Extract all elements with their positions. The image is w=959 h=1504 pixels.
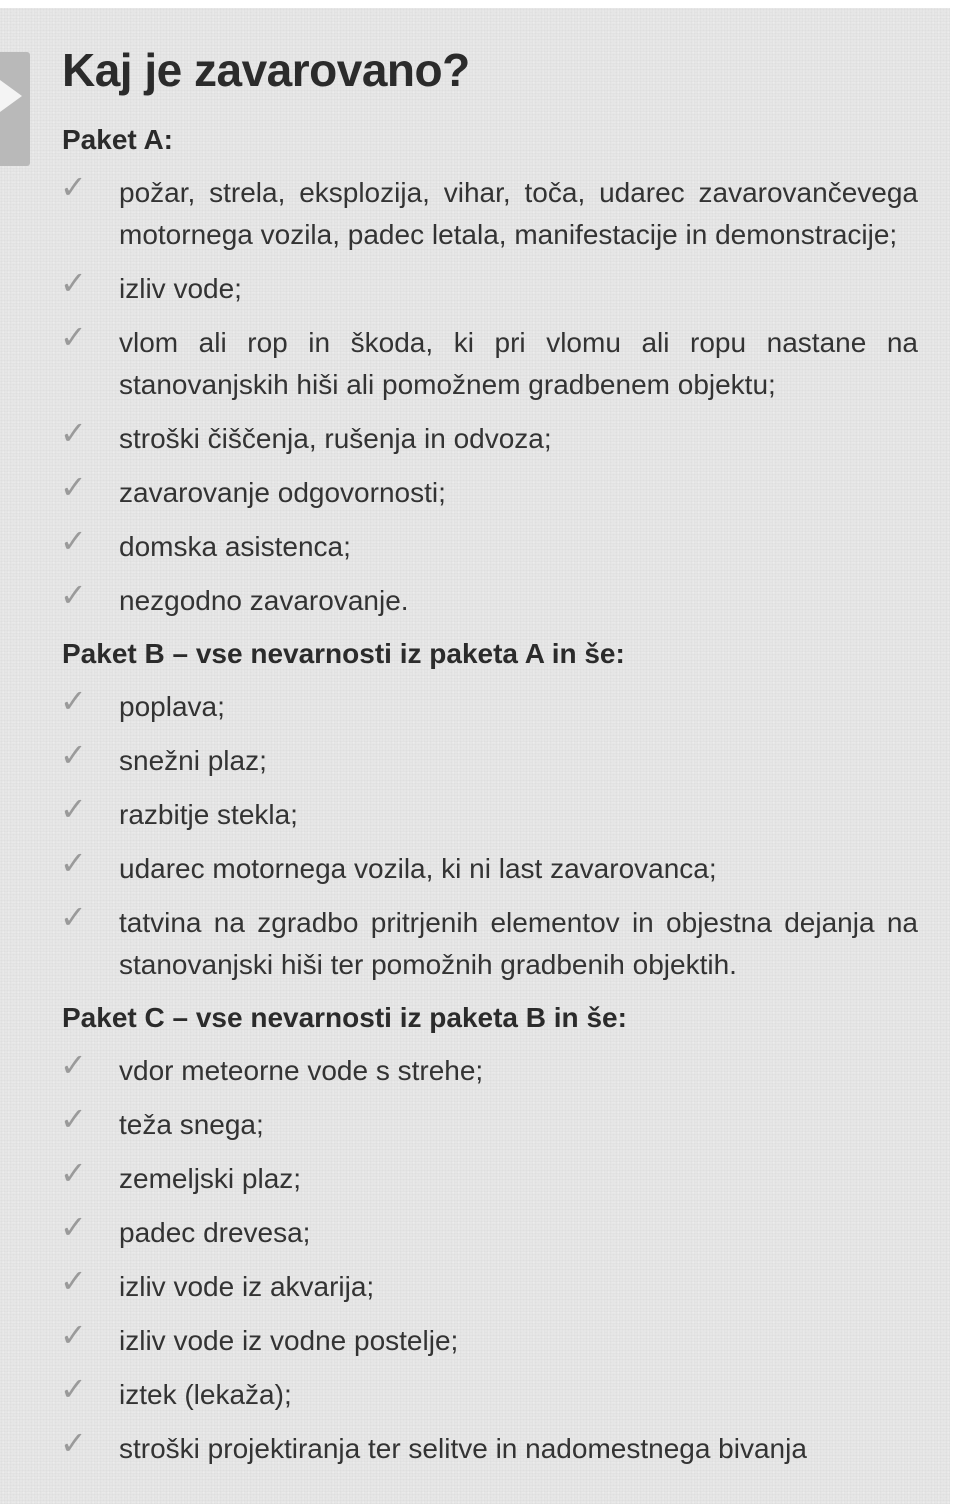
list-item	[60, 1370, 918, 1416]
list-item-text: zavarovanje odgovornosti;	[119, 477, 446, 508]
list-item	[60, 1046, 918, 1092]
list-item	[60, 736, 918, 782]
checkmark-icon: ✓	[60, 1370, 87, 1408]
checkmark-icon: ✓	[60, 844, 87, 882]
list-item-text: udarec motornega vozila, ki ni last zavarovanca;	[119, 853, 717, 884]
package-c-section	[62, 1000, 918, 1470]
list-item	[60, 1208, 918, 1254]
checkmark-icon: ✓	[60, 414, 87, 452]
list-item	[60, 1154, 918, 1200]
list-item	[60, 1316, 918, 1362]
package-c-list	[60, 1046, 918, 1470]
list-item-text: zemeljski plaz;	[119, 1163, 302, 1194]
checkmark-icon: ✓	[60, 1154, 87, 1192]
list-item-text: vlom ali rop in škoda, ki pri vlomu ali ropu nastane na stanovanjskih hiši ali pomožnem gradbenem objektu;	[119, 327, 918, 400]
list-item	[60, 1262, 918, 1308]
package-a-heading: Paket A:	[62, 124, 174, 155]
checkmark-icon: ✓	[60, 468, 87, 506]
checkmark-icon: ✓	[60, 1262, 87, 1300]
list-item-text: tatvina na zgradbo pritrjenih elementov in objestna dejanja na stanovanjski hiši ter pomožnih gradbenih objektih.	[119, 907, 918, 980]
checkmark-icon: ✓	[60, 576, 87, 614]
checkmark-icon: ✓	[60, 168, 87, 206]
checkmark-icon: ✓	[60, 1424, 87, 1462]
checkmark-icon: ✓	[60, 682, 87, 720]
list-item	[60, 898, 918, 986]
list-item	[60, 318, 918, 406]
checkmark-icon: ✓	[60, 790, 87, 828]
checkmark-icon: ✓	[60, 318, 87, 356]
list-item-text: izliv vode;	[119, 273, 242, 304]
list-item	[60, 522, 918, 568]
list-item-text: vdor meteorne vode s strehe;	[119, 1055, 484, 1086]
list-item	[60, 790, 918, 836]
checkmark-icon: ✓	[60, 522, 87, 560]
list-item-text: nezgodno zavarovanje.	[119, 585, 409, 616]
list-item	[60, 682, 918, 728]
list-item	[60, 576, 918, 622]
package-c-heading: Paket C – vse nevarnosti iz paketa B in še:	[62, 1002, 627, 1033]
package-b-list	[60, 682, 918, 986]
list-item-text: izliv vode iz vodne postelje;	[119, 1325, 459, 1356]
package-b-heading: Paket B – vse nevarnosti iz paketa A in še:	[62, 638, 625, 669]
checkmark-icon: ✓	[60, 1100, 87, 1138]
list-item	[60, 264, 918, 310]
list-item-text: padec drevesa;	[119, 1217, 311, 1248]
list-item	[60, 1424, 918, 1470]
list-item	[60, 468, 918, 514]
checkmark-icon: ✓	[60, 898, 87, 936]
list-item	[60, 844, 918, 890]
insurance-coverage-content	[62, 40, 918, 1482]
page-title: Kaj je zavarovano?	[62, 44, 470, 96]
list-item-text: razbitje stekla;	[119, 799, 298, 830]
list-item-text: domska asistenca;	[119, 531, 351, 562]
checkmark-icon: ✓	[60, 1046, 87, 1084]
list-item	[60, 414, 918, 460]
list-item	[60, 1100, 918, 1146]
list-item-text: stroški čiščenja, rušenja in odvoza;	[119, 423, 552, 454]
tab-notch-icon	[0, 80, 22, 112]
list-item	[60, 168, 918, 256]
list-item-text: iztek (lekaža);	[119, 1379, 292, 1410]
package-a-section	[62, 122, 918, 622]
checkmark-icon: ✓	[60, 1316, 87, 1354]
list-item-text: izliv vode iz akvarija;	[119, 1271, 375, 1302]
package-a-list	[60, 168, 918, 622]
list-item-text: snežni plaz;	[119, 745, 267, 776]
checkmark-icon: ✓	[60, 264, 87, 302]
checkmark-icon: ✓	[60, 1208, 87, 1246]
package-b-section	[62, 636, 918, 986]
list-item-text: stroški projektiranja ter selitve in nadomestnega bivanja	[119, 1433, 807, 1464]
list-item-text: teža snega;	[119, 1109, 264, 1140]
list-item-text: poplava;	[119, 691, 225, 722]
list-item-text: požar, strela, eksplozija, vihar, toča, udarec zavarovančevega motornega vozila, padec letala, manifestacije in demonstracije;	[119, 177, 918, 250]
document-page	[0, 8, 950, 1504]
checkmark-icon: ✓	[60, 736, 87, 774]
